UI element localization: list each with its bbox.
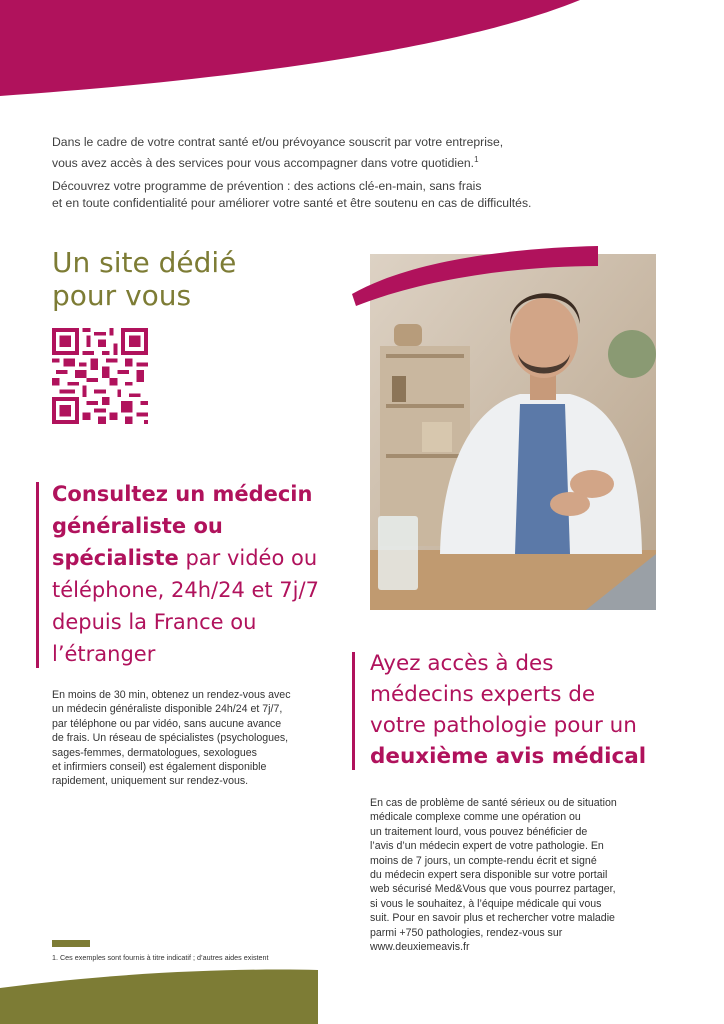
site-title (52, 246, 236, 312)
expert-heading (370, 648, 670, 772)
body-line: En cas de problème de santé sérieux ou de situation (370, 797, 617, 809)
expert-heading-text: médecins experts de (370, 682, 596, 707)
body-line: du médecin expert sera disponible sur votre portail (370, 869, 608, 882)
body-line: un médecin généraliste disponible 24h/24 et 7j/7, (52, 703, 283, 716)
bottom-wave-decoration (0, 960, 724, 1024)
footnote: 1. Ces exemples sont fournis à titre indicatif ; d’autres aides existent (52, 953, 269, 962)
intro-line (52, 151, 652, 172)
expert-heading-text: Ayez accès à des (370, 651, 554, 676)
expert-body-text (370, 796, 660, 954)
consult-accent-bar (36, 482, 39, 668)
consult-heading-bold: Consultez un médecin (52, 482, 313, 506)
expert-heading-bold: deuxième avis médical (370, 744, 647, 769)
body-line: rapidement, uniquement sur rendez-vous. (52, 775, 249, 788)
photo-swoosh-decoration (352, 244, 602, 308)
intro-paragraph-1 (52, 134, 652, 172)
site-title-line: pour vous (52, 279, 192, 312)
body-line: parmi +750 pathologies, rendez-vous sur (370, 926, 563, 939)
body-line: de frais. Un réseau de spécialistes (psychologues, (52, 732, 289, 745)
body-line: l’avis d’un médecin expert de votre pathologie. En (370, 840, 604, 853)
consult-heading (52, 478, 342, 670)
body-line: un traitement lourd, vous pouvez bénéficier de (370, 825, 588, 838)
body-line: sages-femmes, dermatologues, sexologues (52, 746, 257, 759)
body-line: web sécurisé Med&Vous que vous pourrez partager, (370, 883, 616, 896)
website-link[interactable]: www.deuxiemeavis.fr (370, 941, 470, 954)
consult-heading-text: par vidéo ou (178, 546, 318, 570)
intro-line: Découvrez votre programme de prévention : des actions clé-en-main, sans frais (52, 179, 482, 193)
consult-body-text (52, 688, 342, 789)
body-line: En moins de 30 min, obtenez un rendez-vous avec (52, 689, 291, 701)
consult-heading-text: téléphone, 24h/24 et 7j/7 (52, 578, 319, 602)
body-line: suit. Pour en savoir plus et rechercher votre maladie (370, 912, 615, 925)
expert-heading-text: votre pathologie pour un (370, 713, 637, 738)
footnote-accent-bar (52, 940, 90, 947)
intro-line-text: vous avez accès à des services pour vous accompagner dans votre quotidien. (52, 156, 475, 171)
body-line: si vous le souhaitez, à l’équipe médicale qui vous (370, 897, 602, 910)
qr-code[interactable] (52, 328, 148, 424)
site-title-line: Un site dédié (52, 246, 237, 279)
consult-heading-bold: généraliste ou (52, 514, 223, 538)
consult-heading-text: l’étranger (52, 642, 156, 666)
body-line: par téléphone ou par vidéo, sans aucune avance (52, 717, 282, 730)
intro-line: et en toute confidentialité pour améliorer votre santé et être soutenu en cas de difficultés. (52, 196, 532, 210)
body-line: médicale complexe comme une opération ou (370, 811, 581, 824)
body-line: et infirmiers conseil) est également disponible (52, 761, 267, 774)
expert-accent-bar (352, 652, 355, 770)
consult-heading-text: depuis la France ou (52, 610, 257, 634)
intro-paragraph-2 (52, 178, 652, 212)
intro-line: Dans le cadre de votre contrat santé et/ou prévoyance souscrit par votre entreprise, (52, 135, 504, 149)
top-wave-decoration (0, 0, 724, 100)
consult-heading-bold: spécialiste (52, 546, 179, 570)
footnote-ref: 1 (474, 155, 479, 164)
body-line: moins de 7 jours, un compte-rendu écrit et signé (370, 854, 597, 867)
